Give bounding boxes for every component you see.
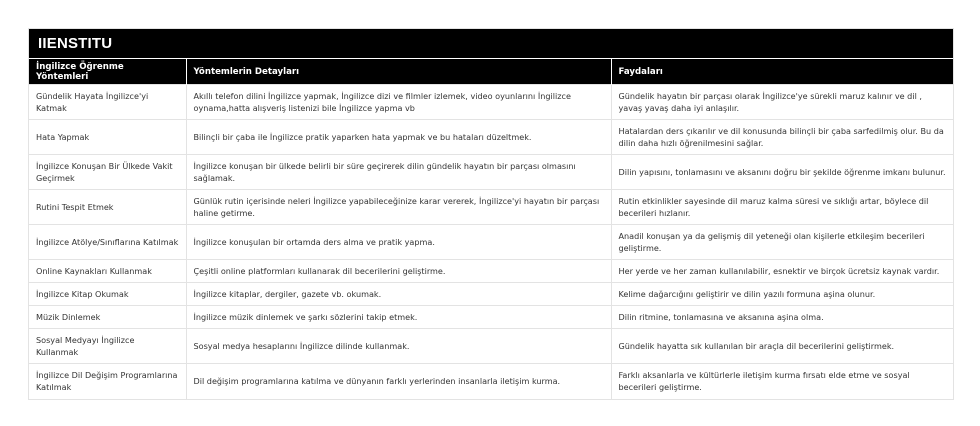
cell-details: İngilizce konuşan bir ülkede belirli bir süre geçirerek dilin gündelik hayatın bir parçası olmasını sağlamak. — [186, 155, 611, 190]
cell-details: Akıllı telefon dilini İngilizce yapmak, İngilizce dizi ve filmler izlemek, video oyunlarını İngilizce oynama,hatta alışveriş listenizi bile İngilizce yapma vb — [186, 85, 611, 120]
cell-method: Online Kaynakları Kullanmak — [29, 260, 186, 283]
cell-benefits: Farklı aksanlarla ve kültürlerle iletişim kurma fırsatı elde etme ve sosyal becerileri geliştirme. — [611, 364, 953, 399]
cell-method: Rutini Tespit Etmek — [29, 190, 186, 225]
table-row — [29, 306, 953, 329]
cell-benefits: Gündelik hayatta sık kullanılan bir araçla dil becerilerini geliştirmek. — [611, 329, 953, 364]
cell-benefits: Hatalardan ders çıkarılır ve dil konusunda bilinçli bir çaba sarfedilmiş olur. Bu da dilin daha hızlı öğrenilmesini sağlar. — [611, 120, 953, 155]
cell-method: Sosyal Medyayı İngilizce Kullanmak — [29, 329, 186, 364]
table-row — [29, 329, 953, 364]
cell-details: Sosyal medya hesaplarını İngilizce dilinde kullanmak. — [186, 329, 611, 364]
cell-benefits: Anadil konuşan ya da gelişmiş dil yeteneği olan kişilerle etkileşim becerileri geliştirme. — [611, 225, 953, 260]
cell-benefits: Gündelik hayatın bir parçası olarak İngilizce'ye sürekli maruz kalınır ve dil , yavaş yavaş daha iyi anlaşılır. — [611, 85, 953, 120]
table-header-row — [29, 59, 953, 85]
cell-details: İngilizce müzik dinlemek ve şarkı sözlerini takip etmek. — [186, 306, 611, 329]
cell-benefits: Dilin yapısını, tonlamasını ve aksanını doğru bir şekilde öğrenme imkanı bulunur. — [611, 155, 953, 190]
table-row — [29, 283, 953, 306]
cell-method: Hata Yapmak — [29, 120, 186, 155]
cell-details: İngilizce kitaplar, dergiler, gazete vb. okumak. — [186, 283, 611, 306]
header-benefits: Faydaları — [611, 59, 953, 85]
table-row — [29, 85, 953, 120]
cell-method: Müzik Dinlemek — [29, 306, 186, 329]
table-row — [29, 364, 953, 399]
table-row — [29, 225, 953, 260]
cell-method: İngilizce Dil Değişim Programlarına Katılmak — [29, 364, 186, 399]
table-row — [29, 120, 953, 155]
cell-benefits: Rutin etkinlikler sayesinde dil maruz kalma süresi ve sıklığı artar, böylece dil becerileri hızlanır. — [611, 190, 953, 225]
cell-method: Gündelik Hayata İngilizce'yi Katmak — [29, 85, 186, 120]
table-row — [29, 260, 953, 283]
methods-table — [29, 58, 953, 399]
content-card — [28, 28, 954, 400]
cell-details: Bilinçli bir çaba ile İngilizce pratik yaparken hata yapmak ve bu hataları düzeltmek. — [186, 120, 611, 155]
cell-details: İngilizce konuşulan bir ortamda ders alma ve pratik yapma. — [186, 225, 611, 260]
header-details: Yöntemlerin Detayları — [186, 59, 611, 85]
cell-details: Günlük rutin içerisinde neleri İngilizce yapabileceğinize karar vererek, İngilizce'yi hayatın bir parçası haline getirme. — [186, 190, 611, 225]
table-row — [29, 155, 953, 190]
header-methods: İngilizce Öğrenme Yöntemleri — [29, 59, 186, 85]
cell-benefits: Kelime dağarcığını geliştirir ve dilin yazılı formuna aşina olunur. — [611, 283, 953, 306]
cell-method: İngilizce Konuşan Bir Ülkede Vakit Geçirmek — [29, 155, 186, 190]
cell-method: İngilizce Kitap Okumak — [29, 283, 186, 306]
cell-details: Çeşitli online platformları kullanarak dil becerilerini geliştirme. — [186, 260, 611, 283]
brand-title: IIENSTITU — [29, 29, 953, 58]
cell-benefits: Dilin ritmine, tonlamasına ve aksanına aşina olma. — [611, 306, 953, 329]
cell-method: İngilizce Atölye/Sınıflarına Katılmak — [29, 225, 186, 260]
table-row — [29, 190, 953, 225]
cell-benefits: Her yerde ve her zaman kullanılabilir, esnektir ve birçok ücretsiz kaynak vardır. — [611, 260, 953, 283]
cell-details: Dil değişim programlarına katılma ve dünyanın farklı yerlerinden insanlarla iletişim kurma. — [186, 364, 611, 399]
